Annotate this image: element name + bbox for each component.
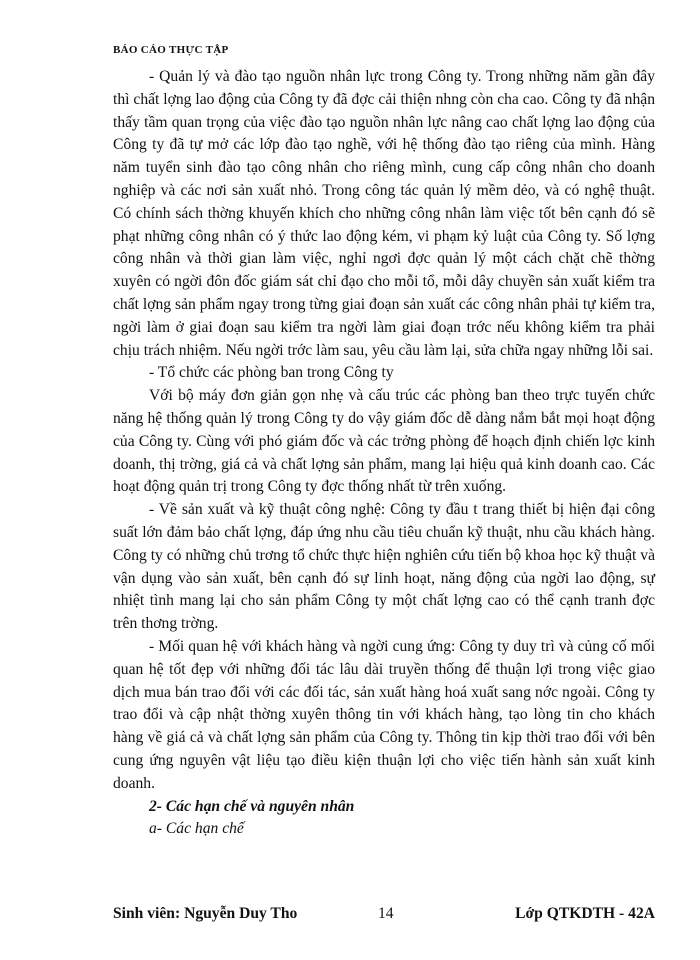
footer-class: Lớp QTKDTH - 42A xyxy=(515,905,655,922)
paragraph-human-resources: - Quản lý và đào tạo nguồn nhân lực trong Công ty. Trong những năm gần đây thì chất lợng lao động của Công ty đã đợc cải thiện nhng còn cha cao. Công ty đã nhận thấy tầm quan trọng của việc đào tạo nguồn nhân lực nâng cao chất lợng lao động của Công ty đã tự mở các lớp đào tạo nghề, với hệ thống đào tạo riêng của mình. Hàng năm tuyển sinh đào tạo công nhân cho riêng mình, cung cấp công nhân cho doanh nghiệp và các nơi sản xuất nhỏ. Trong công tác quản lý mềm dẻo, và có nghệ thuật. Có chính sách thờng khuyến khích cho những công nhân làm việc tốt bên cạnh đó sẽ phạt những công nhân có ý thức lao động kém, vi phạm kỷ luật của Công ty. Số lợng công nhân và thời gian làm việc, nghỉ ngơi đợc quản lý một cách chặt chẽ thờng xuyên có ngời đôn đốc giám sát chỉ đạo cho mỗi tổ, mỗi dây chuyền sản xuất kiểm tra chất lợng sản phẩm ngay trong từng giai đoạn sản xuất các công nhân phải tự kiểm tra, ngời làm ở giai đoạn sau kiểm tra ngời làm giai đoạn trớc nếu không kiểm tra phải chịu trách nhiệm. Nếu ngời trớc làm sau, yêu cầu làm lại, sửa chữa ngay những lỗi sai. xyxy=(113,68,655,359)
paragraph-relations: - Mối quan hệ với khách hàng và ngời cung ứng: Công ty duy trì và củng cố mối quan hệ tốt đẹp với những đối tác lâu dài truyền thống để thuận lợi trong việc giao dịch mua bán trao đổi với các đối tác, sản xuất hàng hoá xuất sang nớc ngoài. Công ty trao đổi và cập nhật thờng xuyên thông tin với khách hàng, tạo lòng tin cho khách hàng về giá cả và chất lợng sản phẩm của Công ty. Thông tin kịp thời trao đổi với bên cung ứng nguyên vật liệu tạo điều kiện thuận lợi cho việc tiến hành sản xuất kinh doanh. xyxy=(113,637,655,792)
report-header: BÁO CÁO THỰC TẬP xyxy=(113,44,229,56)
subsection-heading: a- Các hạn chế xyxy=(149,820,244,838)
page-footer xyxy=(113,905,655,925)
footer-student: Sinh viên: Nguyễn Duy Tho xyxy=(113,905,298,922)
paragraph-departments-heading: - Tổ chức các phòng ban trong Công ty xyxy=(149,364,394,382)
section-heading: 2- Các hạn chế và nguyên nhân xyxy=(149,797,355,815)
paragraph-production: - Về sản xuất và kỹ thuật công nghệ: Công ty đầu t trang thiết bị hiện đại công suất lớn đảm bảo chất lợng, đáp ứng nhu cầu tiêu chuẩn kỹ thuật, nhu cầu khách hàng. Công ty có những chủ trơng tổ chức thực hiện nghiên cứu tiến bộ khoa học kỹ thuật và vận dụng vào sản xuất, bên cạnh đó sự linh hoạt, năng động của ngời lao động, sự nhiệt tình mang lại cho sản phẩm Công ty một chất lợng cao có thể cạnh tranh đợc trên thơng trờng. xyxy=(113,501,655,633)
page-number: 14 xyxy=(378,905,394,922)
body-text xyxy=(113,66,655,841)
paragraph-departments: Với bộ máy đơn giản gọn nhẹ và cấu trúc các phòng ban theo trực tuyến chức năng hệ thống quản lý trong Công ty do vậy giám đốc dễ dàng nắm bắt mọi hoạt động của Công ty. Cùng với phó giám đốc và các trởng phòng để hoạch định chiến lợc kinh doanh, thị trờng, giá cả và chất lợng sản phẩm, mang lại hiệu quả kinh doanh cao. Các hoạt động quản trị trong Công ty đợc thống nhất từ trên xuống. xyxy=(113,387,655,496)
